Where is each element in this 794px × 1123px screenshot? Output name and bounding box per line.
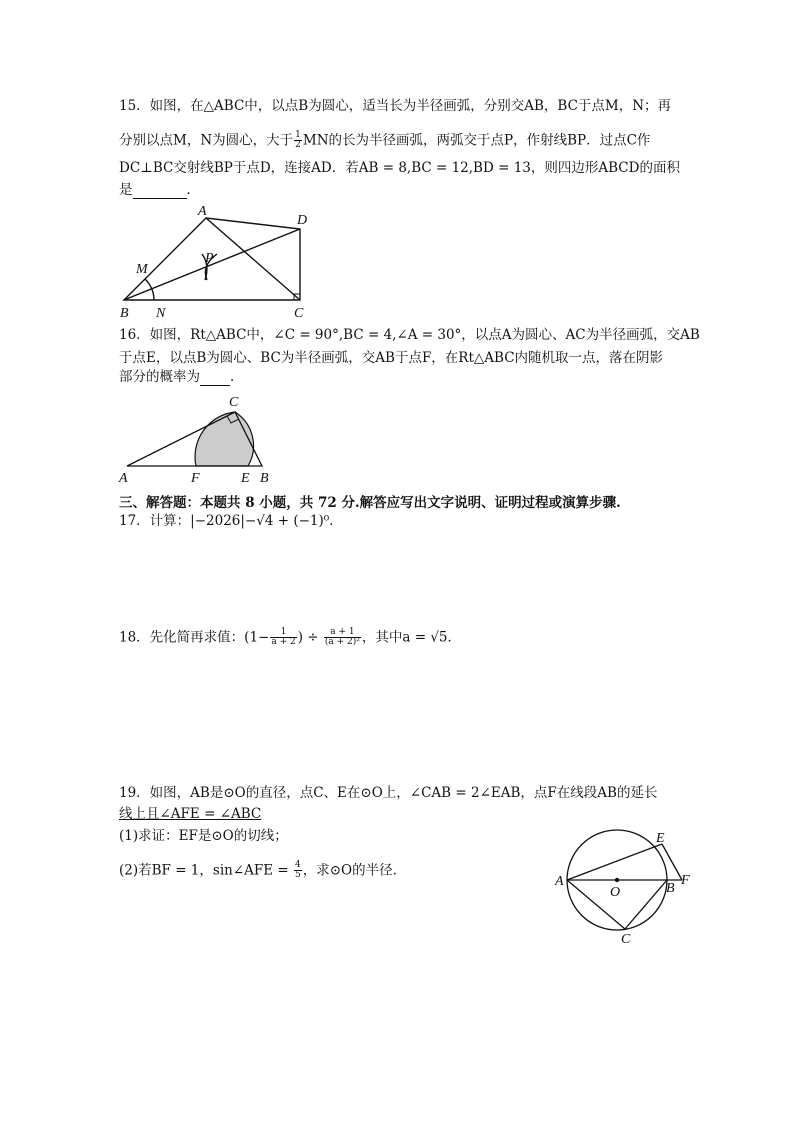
q19-line-2-text: 线上且∠AFE = ∠ABC [119,806,262,822]
q16-answer-blank[interactable] [200,371,230,386]
q19-chord-ae [567,844,662,880]
q16-shaded-region [195,412,253,466]
q18-f1-denominator: a + 2 [271,637,296,648]
q15-line-1: 15．如图，在△ABC中，以点B为圆心，适当长为半径画弧，分别交AB，BC于点M，N；再 [119,98,672,114]
q19-label-b: B [666,881,675,896]
q19-part-2 [119,861,406,881]
q19-frac-numerator: 4 [295,860,301,870]
q19-frac-denominator: 5 [295,870,301,881]
q19-label-a: A [555,874,564,889]
q16-line-2: 于点E，以点B为圆心、BC为半径画弧，交AB于点F，在Rt△ABC内随机取一点，落在阴影 [119,350,664,366]
q19-center-dot [615,878,619,882]
q19-part-2-post: ，求⊙O的半径． [302,862,407,879]
q15-label-p: P [205,251,214,266]
q15-fraction-half [294,131,302,151]
q17-text: 17．计算：|−2026|−√4 + (−1)⁰． [119,513,343,529]
q16-label-b: B [260,471,269,486]
q19-label-e: E [656,831,665,846]
q16-line-3-post: ． [230,369,244,385]
q15-frac-numerator: 1 [295,130,301,140]
q15-label-n: N [156,306,166,321]
q15-line-4-post: ． [186,182,200,198]
q16-line-3 [119,371,244,386]
section-3-heading: 三、解答题：本题共 8 小题，共 72 分.解答应写出文字说明、证明过程或演算步骤. [119,495,621,511]
q18-pre: 18．先化简再求值：(1− [119,629,270,646]
q19-segment-ef [662,844,682,880]
q15-line-2-post: MN的长为半径画弧，两弧交于点P，作射线BP．过点C作 [302,132,651,149]
q19-line-2 [119,808,261,822]
q18-fraction-2 [324,628,361,648]
q15-line-4-pre: 是 [119,182,133,198]
q18-mid: ) ÷ [297,629,323,646]
q15-label-m: M [136,262,148,277]
q19-label-f: F [681,873,690,888]
q15-label-d: D [297,213,308,228]
q15-frac-denominator: 2 [295,140,301,151]
q16-line-1: 16．如图，Rt△ABC中，∠C = 90°,BC = 4,∠A = 30°，以点A为圆心、AC为半径画弧，交AB [119,327,700,343]
q15-label-c: C [294,306,304,321]
q15-line-4 [119,184,200,199]
q16-figure [115,392,275,486]
q15-line-2-pre: 分别以点M，N为圆心，大于 [119,132,294,149]
q15-label-b: B [120,306,129,321]
q18-fraction-1 [270,628,296,648]
q16-line-3-pre: 部分的概率为 [119,369,200,385]
q19-figure [550,822,700,946]
q16-label-f: F [191,471,200,486]
q15-figure [110,200,325,322]
q18-f1-numerator: 1 [270,628,296,638]
q15-label-a: A [198,204,207,219]
q15-answer-blank[interactable] [133,184,187,199]
q16-label-c: C [229,395,239,410]
q19-label-c: C [621,932,631,946]
q18-f2-denominator: (a + 2)² [324,637,360,648]
q19-label-o: O [610,885,621,900]
q15-line-3: DC⊥BC交射线BP于点D，连接AD．若AB = 8,BC = 12,BD = 13，则四边形ABCD的面积 [119,160,680,176]
q19-part-2-pre: (2)若BF = 1，sin∠AFE = [119,862,294,879]
q19-part-1: (1)求证：EF是⊙O的切线； [119,828,288,844]
q18-text [119,628,461,648]
q19-fraction [294,861,302,881]
q18-post: ，其中a = √5． [361,629,462,646]
q18-f2-numerator: a + 1 [324,628,361,638]
q15-line-2 [119,131,650,151]
q16-label-a: A [119,471,128,486]
q19-line-1: 19．如图，AB是⊙O的直径，点C、E在⊙O上，∠CAB = 2∠EAB，点F在线段AB的延长 [119,785,658,801]
q16-label-e: E [241,471,250,486]
q15-segment-ac [206,218,300,300]
